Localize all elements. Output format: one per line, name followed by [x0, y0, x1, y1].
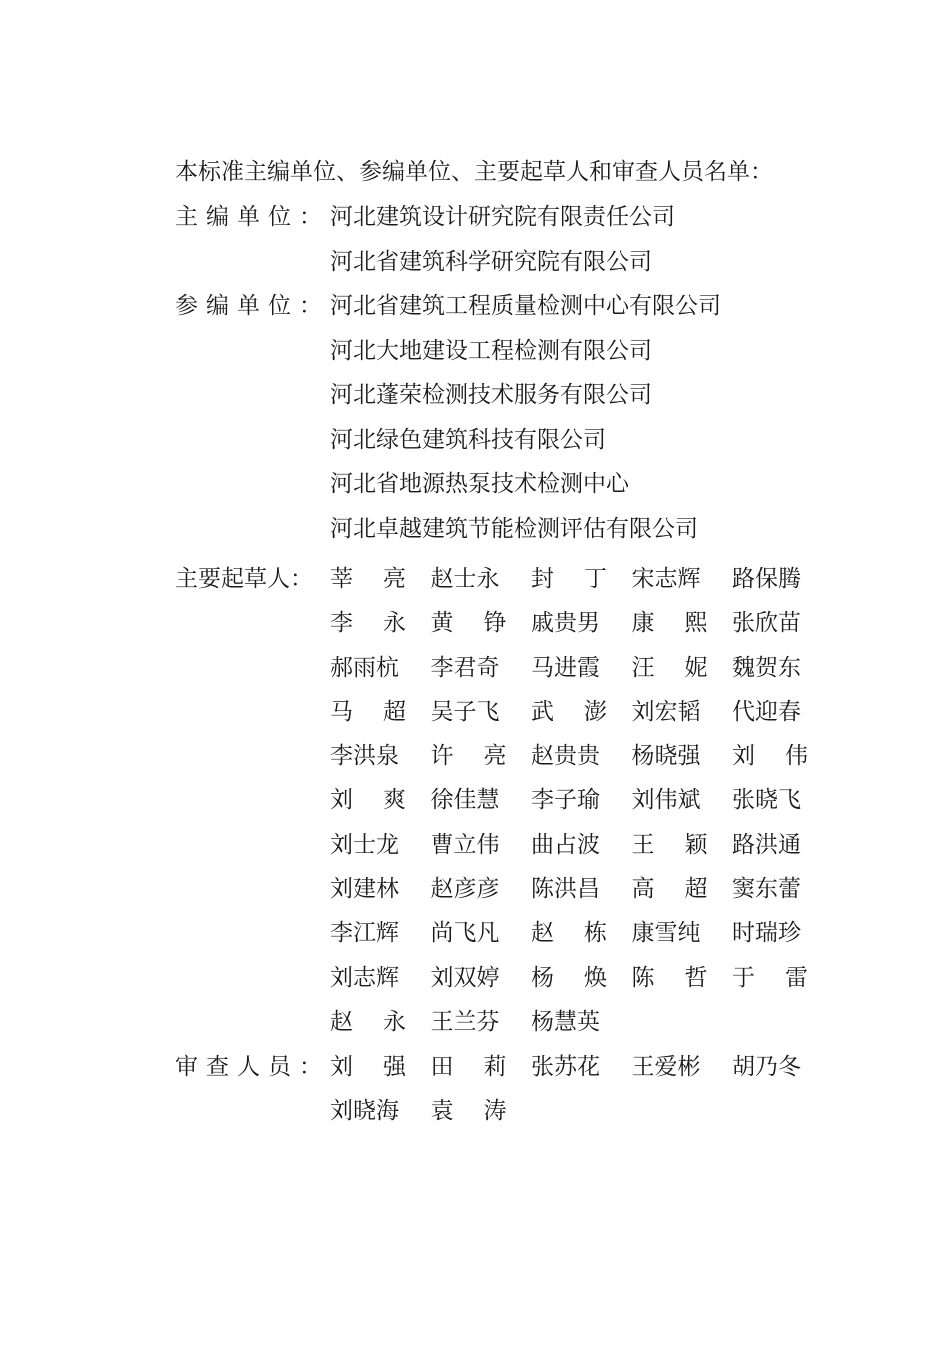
person-name: 于 雷: [732, 964, 808, 991]
participating-unit: 河北蓬荣检测技术服务有限公司: [330, 382, 652, 408]
person-name: 刘宏韬: [631, 698, 701, 725]
person-name: 赵士永: [430, 566, 500, 592]
person-name: 魏贺东: [732, 654, 801, 681]
person-name: 吴子飞: [430, 698, 500, 725]
person-name: 胡乃冬: [732, 1054, 801, 1080]
reviewers-label: 审查人员：: [175, 1054, 330, 1080]
person-name: 徐佳慧: [430, 787, 500, 814]
chief-unit: 河北省建筑科学研究院有限公司: [330, 248, 652, 275]
person-name: 时瑞珍: [732, 920, 801, 947]
chief-units-list: [330, 200, 675, 289]
person-name: 宋志辉: [631, 566, 701, 592]
person-name: 刘晓海: [330, 1098, 399, 1125]
person-name: 李洪泉: [330, 743, 399, 770]
person-name: 刘双婷: [430, 964, 500, 991]
participating-units-label: 参编单位：: [175, 293, 330, 319]
drafters-label: 主要起草人：: [175, 566, 313, 592]
person-name: 武 澎: [531, 698, 607, 725]
person-name: 许 亮: [430, 743, 507, 770]
participating-unit: 河北绿色建筑科技有限公司: [330, 426, 606, 453]
person-name: 李君奇: [430, 654, 500, 681]
person-name: 刘建林: [330, 876, 399, 903]
person-name: 窦东蕾: [732, 876, 801, 903]
person-name: 路洪通: [732, 831, 801, 858]
reviewers-grid: [330, 1050, 833, 1139]
person-name: 李子瑜: [531, 787, 600, 814]
person-name: 刘 伟: [732, 743, 808, 770]
participating-unit: 河北卓越建筑节能检测评估有限公司: [330, 515, 698, 542]
person-name: 刘 强: [330, 1054, 406, 1080]
chief-unit: 河北建筑设计研究院有限责任公司: [330, 204, 675, 230]
person-name: 尚飞凡: [430, 920, 500, 947]
person-name: 莘 亮: [330, 566, 406, 592]
person-name: 汪 妮: [631, 654, 708, 681]
participating-unit: 河北省地源热泵技术检测中心: [330, 471, 629, 497]
person-name: 戚贵男: [531, 610, 600, 637]
person-name: 田 莉: [430, 1054, 507, 1080]
list-intro: 本标准主编单位、参编单位、主要起草人和审查人员名单：: [175, 159, 773, 185]
person-name: 王爱彬: [631, 1054, 701, 1080]
person-name: 刘志辉: [330, 964, 399, 991]
person-name: 康 熙: [631, 610, 708, 637]
chief-units-label: 主编单位：: [175, 204, 330, 230]
person-name: 赵 栋: [531, 920, 607, 947]
participating-unit: 河北大地建设工程检测有限公司: [330, 337, 652, 364]
person-name: 路保腾: [732, 566, 801, 592]
drafters-grid: [330, 562, 833, 1049]
person-name: 马 超: [330, 698, 406, 725]
person-name: 郝雨杭: [330, 654, 399, 681]
person-name: 赵 永: [330, 1008, 406, 1035]
person-name: 康雪纯: [631, 920, 701, 947]
person-name: 陈洪昌: [531, 876, 600, 903]
person-name: 刘 爽: [330, 787, 406, 814]
person-name: 高 超: [631, 876, 708, 903]
person-name: 杨慧英: [531, 1008, 600, 1035]
person-name: 杨 焕: [531, 964, 607, 991]
person-name: 曹立伟: [430, 831, 500, 858]
person-name: 王兰芬: [430, 1008, 500, 1035]
person-name: 曲占波: [531, 831, 600, 858]
person-name: 赵贵贵: [531, 743, 600, 770]
person-name: 马进霞: [531, 654, 600, 681]
person-name: 代迎春: [732, 698, 801, 725]
person-name: 赵彦彦: [430, 876, 500, 903]
person-name: 张欣苗: [732, 610, 801, 637]
person-name: 封 丁: [531, 566, 607, 592]
person-name: 黄 铮: [430, 610, 507, 637]
person-name: 袁 涛: [430, 1098, 507, 1125]
person-name: 刘士龙: [330, 831, 399, 858]
person-name: 张苏花: [531, 1054, 600, 1080]
person-name: 李江辉: [330, 920, 399, 947]
person-name: 陈 哲: [631, 964, 708, 991]
participating-units-list: [330, 289, 721, 556]
person-name: 刘伟斌: [631, 787, 701, 814]
person-name: 李 永: [330, 610, 406, 637]
participating-unit: 河北省建筑工程质量检测中心有限公司: [330, 293, 721, 319]
person-name: 王 颖: [631, 831, 708, 858]
person-name: 杨晓强: [631, 743, 701, 770]
person-name: 张晓飞: [732, 787, 801, 814]
